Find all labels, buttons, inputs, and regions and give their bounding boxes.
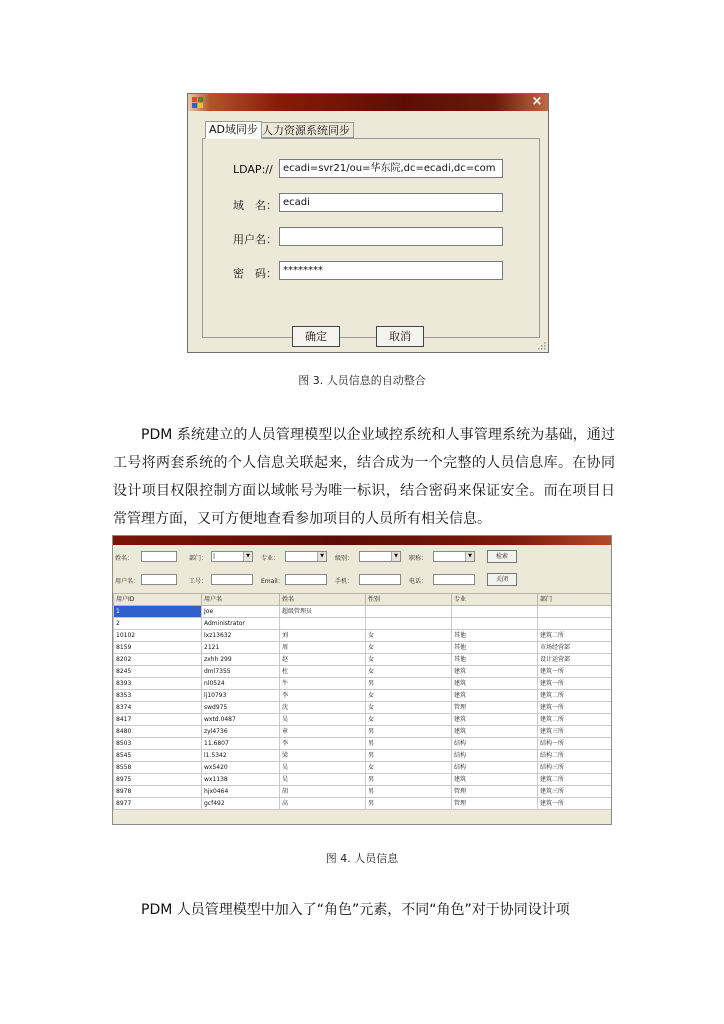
table-row[interactable]	[114, 774, 613, 786]
user-table	[113, 593, 612, 810]
col-header-name[interactable]: 姓名	[280, 594, 366, 606]
table-cell[interactable]: 11.6807	[202, 738, 280, 750]
table-cell[interactable]: 8393	[114, 678, 202, 690]
table-cell[interactable]: 赵	[280, 654, 366, 666]
table-cell[interactable]: 高	[280, 798, 366, 810]
table-cell[interactable]: 管理	[452, 798, 538, 810]
password-input[interactable]: ********	[279, 261, 503, 280]
table-cell[interactable]: 吴	[280, 774, 366, 786]
cancel-button[interactable]: 取消	[376, 326, 424, 347]
table-row[interactable]	[114, 738, 613, 750]
body-paragraph-2: PDM 人员管理模型中加入了“角色”元素，不同“角色”对于协同设计项	[141, 902, 570, 918]
table-cell[interactable]: 建筑二所	[538, 690, 613, 702]
close-button[interactable]: 关闭	[487, 573, 517, 586]
table-cell[interactable]: 女	[366, 630, 452, 642]
filter-empno-label: 工号：	[189, 578, 208, 585]
table-cell[interactable]: 管理	[452, 702, 538, 714]
filter-phone-label: 电话：	[409, 578, 428, 585]
body-paragraph-1: PDM 系统建立的人员管理模型以企业域控系统和人事管理系统为基础，通过工号将两套系统的个人信息关联起来，结合成为一个完整的人员信息库。在协同设计项目权限控制方面以域帐号为唯一标识，结合密码来保证安全。而在项目日常管理方面，又可方便地查看参加项目的人员所有相关信息。	[113, 427, 615, 527]
table-row[interactable]	[114, 750, 613, 762]
table-cell[interactable]: 结构一所	[538, 738, 613, 750]
table-cell[interactable]: 男	[366, 738, 452, 750]
table-cell[interactable]: wx5420	[202, 762, 280, 774]
table-cell[interactable]: 女	[366, 762, 452, 774]
table-cell[interactable]: 1	[114, 606, 202, 618]
figure3-caption: 图 3. 人员信息的自动整合	[298, 374, 426, 387]
table-cell[interactable]: Administrator	[202, 618, 280, 630]
table-cell[interactable]: 建筑一所	[538, 678, 613, 690]
table-cell[interactable]: 吴	[280, 714, 366, 726]
table-header-row	[114, 594, 613, 606]
table-cell[interactable]: zyl4736	[202, 726, 280, 738]
table-cell[interactable]: 牛	[280, 678, 366, 690]
table-cell[interactable]	[538, 606, 613, 618]
table-cell[interactable]: 男	[366, 774, 452, 786]
tab-panel	[202, 138, 540, 338]
table-cell[interactable]	[452, 606, 538, 618]
password-label: 密 码：	[233, 267, 277, 280]
table-cell[interactable]: 建筑	[452, 726, 538, 738]
filter-name-label: 姓名：	[115, 555, 134, 562]
table-cell[interactable]: 胡	[280, 786, 366, 798]
table-cell[interactable]: 8374	[114, 702, 202, 714]
table-cell[interactable]: 李	[280, 738, 366, 750]
window-title-bar[interactable]	[113, 536, 611, 545]
filter-empno-input[interactable]	[211, 574, 253, 585]
sync-dialog	[187, 93, 549, 353]
table-cell[interactable]: 女	[366, 690, 452, 702]
filter-major-label: 专业：	[261, 555, 280, 562]
ldap-input[interactable]: ecadi=svr21/ou=华东院,dc=ecadi,dc=com	[279, 159, 503, 178]
table-cell[interactable]: 男	[366, 678, 452, 690]
tab-hr-sync[interactable]: 人力资源系统同步	[258, 122, 354, 138]
filter-title-select[interactable]	[433, 551, 475, 562]
table-cell[interactable]: 女	[366, 642, 452, 654]
table-row[interactable]	[114, 714, 613, 726]
table-cell[interactable]: 杜	[280, 666, 366, 678]
filter-mobile-input[interactable]	[359, 574, 401, 585]
table-cell[interactable]: 李	[280, 690, 366, 702]
app-icon	[192, 97, 203, 108]
table-cell[interactable]: 建筑	[452, 774, 538, 786]
table-cell[interactable]: 其他	[452, 654, 538, 666]
domain-label: 域 名：	[233, 199, 277, 212]
table-cell[interactable]: 建筑一所	[538, 798, 613, 810]
chevron-down-icon: ▼	[317, 552, 326, 561]
table-cell[interactable]: 建筑	[452, 714, 538, 726]
table-cell[interactable]: 周	[280, 642, 366, 654]
table-cell[interactable]: hjx0464	[202, 786, 280, 798]
filter-phone-input[interactable]	[433, 574, 475, 585]
table-cell[interactable]: 8975	[114, 774, 202, 786]
table-cell[interactable]: 男	[366, 750, 452, 762]
table-row[interactable]	[114, 666, 613, 678]
table-cell[interactable]: 8202	[114, 654, 202, 666]
table-cell[interactable]: wx1138	[202, 774, 280, 786]
chevron-down-icon: ▼	[465, 552, 474, 561]
table-cell[interactable]: 建筑一所	[538, 666, 613, 678]
resize-grip-icon[interactable]	[537, 341, 546, 350]
table-cell[interactable]: 女	[366, 714, 452, 726]
col-header-major[interactable]: 专业	[452, 594, 538, 606]
table-cell[interactable]: lxz13632	[202, 630, 280, 642]
table-cell[interactable]: 女	[366, 654, 452, 666]
table-row[interactable]	[114, 702, 613, 714]
table-row[interactable]	[114, 726, 613, 738]
filter-name-input[interactable]	[141, 551, 177, 562]
filter-username-label: 用户名：	[115, 578, 140, 585]
table-cell[interactable]: nl0524	[202, 678, 280, 690]
table-cell[interactable]: 2	[114, 618, 202, 630]
filter-email-input[interactable]	[285, 574, 327, 585]
table-cell[interactable]: 8545	[114, 750, 202, 762]
table-row[interactable]	[114, 606, 613, 618]
table-cell[interactable]: 结构三所	[538, 762, 613, 774]
filter-dept-select[interactable]: | ▼	[211, 551, 253, 562]
filter-title-label: 职称：	[409, 555, 428, 562]
table-cell[interactable]: wxtd.0487	[202, 714, 280, 726]
chevron-down-icon: ▼	[243, 552, 252, 561]
filter-username-input[interactable]	[141, 574, 177, 585]
table-cell[interactable]	[366, 618, 452, 630]
table-cell[interactable]: 男	[366, 798, 452, 810]
table-row[interactable]	[114, 786, 613, 798]
table-cell[interactable]: 其他	[452, 642, 538, 654]
table-cell[interactable]: 8558	[114, 762, 202, 774]
table-cell[interactable]: 沈	[280, 702, 366, 714]
table-cell[interactable]: lj10793	[202, 690, 280, 702]
table-cell[interactable]: gcf492	[202, 798, 280, 810]
table-cell[interactable]: 建筑	[452, 690, 538, 702]
table-cell[interactable]: 超级管理员	[280, 606, 366, 618]
col-header-gender[interactable]: 性别	[366, 594, 452, 606]
table-cell[interactable]: 管理	[452, 786, 538, 798]
figure4-caption: 图 4. 人员信息	[325, 852, 399, 865]
table-cell[interactable]: 结构	[452, 750, 538, 762]
domain-input[interactable]: ecadi	[279, 193, 503, 212]
filter-level-select[interactable]	[359, 551, 401, 562]
table-cell[interactable]: 8977	[114, 798, 202, 810]
table-cell[interactable]: 章	[280, 726, 366, 738]
table-row[interactable]	[114, 642, 613, 654]
col-header-dept[interactable]: 部门	[538, 594, 613, 606]
table-cell[interactable]: 梁	[280, 750, 366, 762]
table-cell[interactable]: 建筑二所	[538, 774, 613, 786]
table-cell[interactable]: dml7355	[202, 666, 280, 678]
table-cell[interactable]: 刘	[280, 630, 366, 642]
table-cell[interactable]: 结构	[452, 762, 538, 774]
table-cell[interactable]: 设计运营部	[538, 654, 613, 666]
filter-mobile-label: 手机：	[335, 578, 354, 585]
table-cell[interactable]: 8417	[114, 714, 202, 726]
table-cell[interactable]: 结构二所	[538, 750, 613, 762]
table-cell[interactable]: 其他	[452, 630, 538, 642]
table-row[interactable]	[114, 618, 613, 630]
table-cell[interactable]: 8978	[114, 786, 202, 798]
table-cell[interactable]: 结构	[452, 738, 538, 750]
table-row[interactable]	[114, 678, 613, 690]
user-info-window	[112, 535, 612, 825]
search-button[interactable]: 检索	[487, 550, 517, 563]
table-cell[interactable]: zxhh 299	[202, 654, 280, 666]
dialog-title-bar[interactable]	[188, 94, 548, 111]
ldap-label: LDAP://	[233, 163, 273, 176]
table-cell[interactable]	[366, 606, 452, 618]
table-row[interactable]	[114, 654, 613, 666]
table-cell[interactable]: 建筑二所	[538, 714, 613, 726]
ok-button[interactable]: 确定	[292, 326, 340, 347]
table-cell[interactable]: 男	[366, 786, 452, 798]
table-row[interactable]	[114, 630, 613, 642]
table-row[interactable]	[114, 690, 613, 702]
table-cell[interactable]: l1.5342	[202, 750, 280, 762]
chevron-down-icon: ▼	[391, 552, 400, 561]
table-cell[interactable]: 8503	[114, 738, 202, 750]
col-header-username[interactable]: 用户名	[202, 594, 280, 606]
filter-major-select[interactable]	[285, 551, 327, 562]
table-cell[interactable]: 建筑二所	[538, 630, 613, 642]
table-cell[interactable]: 2121	[202, 642, 280, 654]
table-cell[interactable]: 建筑一所	[538, 702, 613, 714]
filter-email-label: Email：	[261, 578, 284, 585]
col-header-user-id[interactable]: 用户ID	[114, 594, 202, 606]
table-cell[interactable]: 建筑	[452, 666, 538, 678]
table-cell[interactable]: 8159	[114, 642, 202, 654]
table-cell[interactable]: 建筑	[452, 678, 538, 690]
table-cell[interactable]: 市场经营部	[538, 642, 613, 654]
table-cell[interactable]: Joe	[202, 606, 280, 618]
table-cell[interactable]: 吴	[280, 762, 366, 774]
table-cell[interactable]: 女	[366, 666, 452, 678]
tab-ad-sync[interactable]: AD域同步	[205, 121, 262, 139]
table-cell[interactable]: 8480	[114, 726, 202, 738]
table-cell[interactable]: 10102	[114, 630, 202, 642]
filter-dept-label: 部门：	[189, 555, 208, 562]
table-cell[interactable]: 女	[366, 702, 452, 714]
table-cell[interactable]: 建筑三所	[538, 726, 613, 738]
table-cell[interactable]: swd975	[202, 702, 280, 714]
table-cell[interactable]: 男	[366, 726, 452, 738]
username-input[interactable]	[279, 227, 503, 246]
table-cell[interactable]	[452, 618, 538, 630]
close-icon[interactable]: ×	[531, 94, 543, 109]
username-label: 用户名：	[233, 233, 277, 246]
table-cell[interactable]: 8245	[114, 666, 202, 678]
table-cell[interactable]: 建筑三所	[538, 786, 613, 798]
filter-level-label: 级别：	[335, 555, 354, 562]
table-cell[interactable]	[538, 618, 613, 630]
table-row[interactable]	[114, 798, 613, 810]
table-row[interactable]	[114, 762, 613, 774]
table-cell[interactable]	[280, 618, 366, 630]
table-cell[interactable]: 8353	[114, 690, 202, 702]
